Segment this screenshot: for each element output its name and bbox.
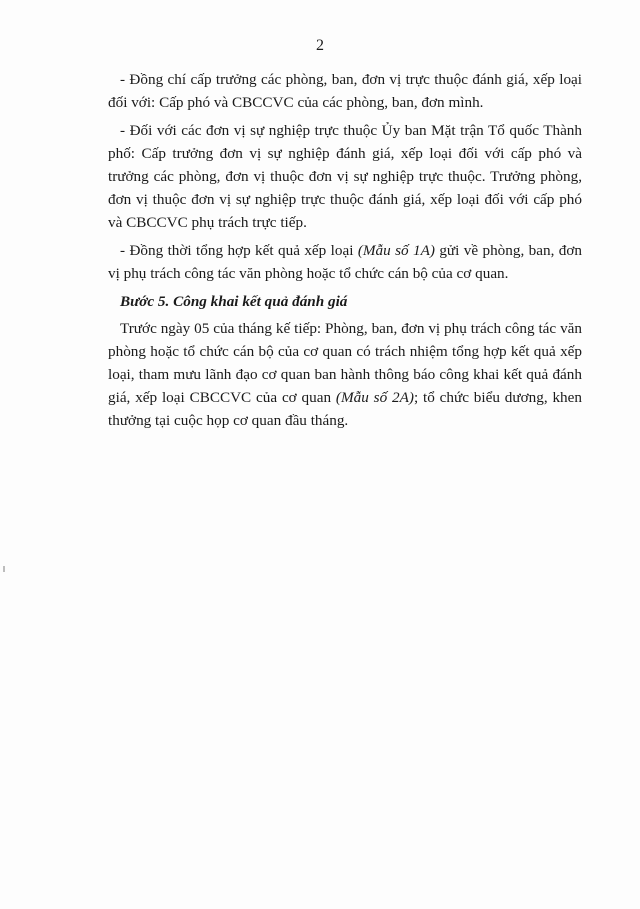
form-reference-1a: (Mẫu số 1A): [357, 242, 435, 259]
page-number: 2: [316, 37, 324, 54]
document-body: [108, 68, 582, 437]
paragraph-summary-report: [108, 239, 582, 285]
step-5-heading: Bước 5. Công khai kết quả đánh giá: [120, 293, 348, 310]
form-reference-2a: (Mẫu số 2A): [335, 389, 414, 406]
paragraph-summary-report-lead: - Đồng thời tổng hợp kết quả xếp loại: [120, 242, 358, 259]
paragraph-department-heads: - Đồng chí cấp trưởng các phòng, ban, đơn vị trực thuộc đánh giá, xếp loại đối với: Cấp phó và CBCCVC của các phòng, ban, đơn mình.: [108, 71, 582, 111]
paragraph-step-5-tail: ; tổ chức biểu dương, khen thưởng tại cuộc họp cơ quan đầu tháng.: [108, 389, 582, 429]
paragraph-summary-report-tail: gửi về phòng, ban, đơn vị phụ trách công tác văn phòng hoặc tổ chức cán bộ của cơ quan.: [108, 242, 582, 282]
paragraph-step-5-body: [108, 317, 582, 432]
scan-edge-mark: [3, 566, 5, 572]
paragraph-step-5-lead: Trước ngày 05 của tháng kế tiếp: Phòng, ban, đơn vị phụ trách công tác văn phòng hoặc tổ chức cán bộ của cơ quan có trách nhiệm tổng hợp kết quả xếp loại, tham mưu lãnh đạo cơ quan ban hành thông báo công khai kết quả đánh giá, xếp loại CBCCVC của cơ quan: [108, 320, 582, 406]
paragraph-public-units: - Đối với các đơn vị sự nghiệp trực thuộc Ủy ban Mặt trận Tổ quốc Thành phố: Cấp trưởng đơn vị sự nghiệp đánh giá, xếp loại đối với cấp phó và trưởng các phòng, đơn vị thuộc đơn vị sự nghiệp trực thuộc. Trưởng phòng, đơn vị thuộc đơn vị sự nghiệp trực thuộc đánh giá, xếp loại đối với cấp phó và CBCCVC phụ trách trực tiếp.: [108, 122, 582, 231]
